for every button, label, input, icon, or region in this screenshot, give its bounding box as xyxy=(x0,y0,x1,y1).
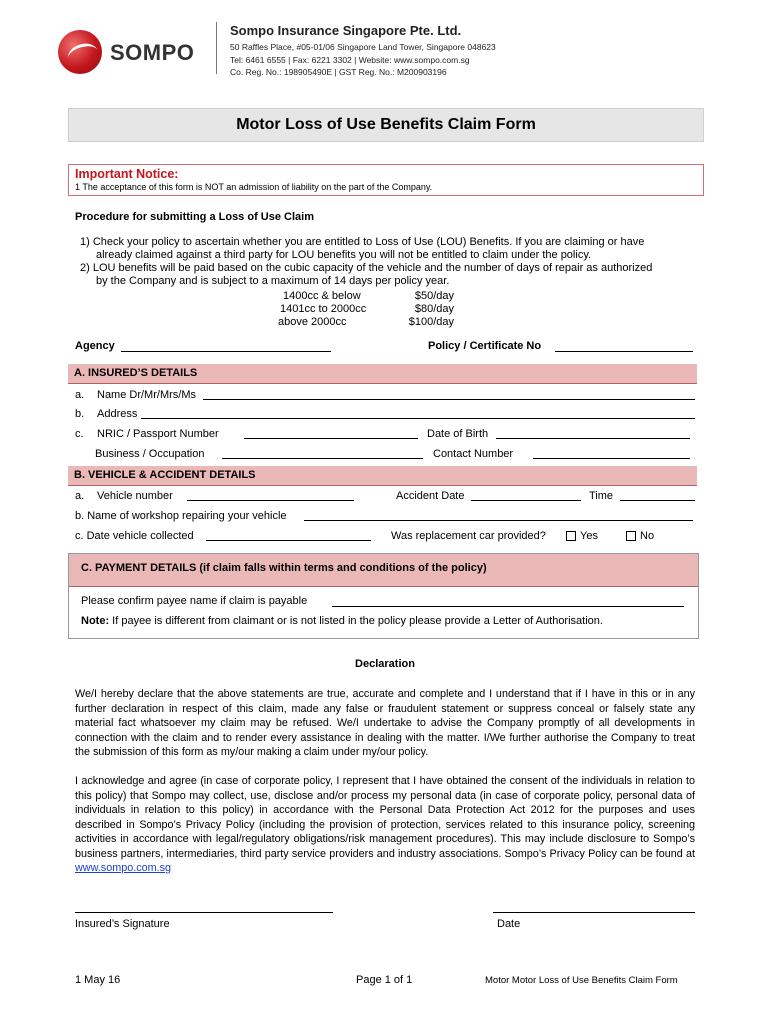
vehicle-number-field[interactable] xyxy=(187,500,354,501)
signature-date-label: Date xyxy=(497,918,521,930)
policy-certificate-field[interactable] xyxy=(555,351,693,352)
declaration-heading: Declaration xyxy=(355,658,415,670)
nric-label: NRIC / Passport Number xyxy=(97,428,219,440)
footer-date: 1 May 16 xyxy=(75,974,121,986)
form-title: Motor Loss of Use Benefits Claim Form xyxy=(236,116,536,133)
logo-emblem-icon xyxy=(58,30,102,74)
nric-field[interactable] xyxy=(244,438,418,439)
accident-date-label: Accident Date xyxy=(396,490,465,502)
insured-signature-label: Insured’s Signature xyxy=(75,918,170,930)
footer-page-number: Page 1 of 1 xyxy=(356,974,413,986)
footer-form-name: Motor Motor Loss of Use Benefits Claim Form xyxy=(485,975,678,986)
workshop-field[interactable] xyxy=(304,520,693,521)
payee-field[interactable] xyxy=(332,606,684,607)
privacy-policy-link[interactable]: www.sompo.com.sg xyxy=(75,862,172,874)
sompo-logo xyxy=(58,28,218,76)
important-notice-box xyxy=(68,164,704,196)
replacement-no-option[interactable] xyxy=(626,530,654,542)
business-occupation-label: Business / Occupation xyxy=(95,448,205,460)
nric-prefix: c. xyxy=(75,428,84,440)
rate-capacity-2: 1401cc to 2000cc xyxy=(280,303,367,315)
dob-label: Date of Birth xyxy=(427,428,489,440)
replacement-yes-option[interactable] xyxy=(566,530,598,542)
accident-date-field[interactable] xyxy=(471,500,581,501)
procedure-item-1-line-2: already claimed against a third party for LOU benefits you will not be entitled to claim under the policy. xyxy=(96,249,592,261)
date-collected-field[interactable] xyxy=(206,540,371,541)
notice-text: 1 The acceptance of this form is NOT an admission of liability on the part of the Company. xyxy=(75,182,433,192)
yes-label: Yes xyxy=(580,530,598,542)
company-address: 50 Raffles Place, #05-01/06 Singapore Land Tower, Singapore 048623 xyxy=(230,42,496,52)
yes-checkbox[interactable] xyxy=(566,531,576,541)
contact-number-field[interactable] xyxy=(533,458,690,459)
notice-title: Important Notice: xyxy=(75,167,179,181)
insured-signature-field[interactable] xyxy=(75,912,333,913)
time-label: Time xyxy=(589,490,614,502)
agency-label: Agency xyxy=(75,340,115,352)
rate-amount-2: $80/day xyxy=(414,303,454,315)
header-divider xyxy=(216,22,217,74)
company-registration: Co. Reg. No.: 198905490E | GST Reg. No.: M200903196 xyxy=(230,67,447,77)
section-b-header xyxy=(68,466,697,486)
payee-label: Please confirm payee name if claim is payable xyxy=(81,595,308,607)
name-label: Name Dr/Mr/Mrs/Ms xyxy=(97,389,196,401)
time-field[interactable] xyxy=(620,500,695,501)
logo-text: SOMPO xyxy=(110,40,195,65)
procedure-item-1-line-1: 1) Check your policy to ascertain whether you are entitled to Loss of Use (LOU) Benefits. If you are claiming or have xyxy=(80,236,645,248)
policy-certificate-label: Policy / Certificate No xyxy=(428,340,542,352)
address-label: Address xyxy=(97,408,138,420)
procedure-item-2-line-2: by the Company and is subject to a maximum of 14 days per policy year. xyxy=(96,275,450,287)
section-c-title: C. PAYMENT DETAILS (if claim falls within terms and conditions of the policy) xyxy=(81,562,487,574)
no-label: No xyxy=(640,530,655,542)
company-name: Sompo Insurance Singapore Pte. Ltd. xyxy=(230,23,462,38)
payment-note xyxy=(81,615,603,627)
rate-capacity-3: above 2000cc xyxy=(278,316,347,328)
section-c-header xyxy=(69,554,698,587)
section-a-title: A. INSURED’S DETAILS xyxy=(74,367,198,379)
declaration-paragraph-2 xyxy=(75,774,695,876)
note-label: Note: xyxy=(81,615,110,627)
rate-amount-1: $50/day xyxy=(414,290,454,302)
declaration-paragraph-1: We/I hereby declare that the above statements are true, accurate and complete and I understand that if I have in this or in any further declaration in respect of this claim, made any false or fraudulent statement or suppress conceal or falsely state any material fact whatsoever my claim may be refused. We/I undertake to advise the Company promptly of all developments in connection with the claim and to render every assistance in dealing with the matter. I/We further authorise the Company to treat the submission of this form as my/our making a claim under my/our policy. xyxy=(75,688,695,758)
replacement-car-label: Was replacement car provided? xyxy=(391,530,546,542)
rate-amount-3: $100/day xyxy=(408,316,454,328)
workshop-label: b. Name of workshop repairing your vehicle xyxy=(75,510,287,522)
payment-details-box xyxy=(68,553,699,639)
business-occupation-field[interactable] xyxy=(222,458,423,459)
name-field[interactable] xyxy=(203,399,695,400)
vehicle-number-label: Vehicle number xyxy=(97,490,173,502)
dob-field[interactable] xyxy=(496,438,690,439)
name-prefix: a. xyxy=(75,389,85,401)
rate-capacity-1: 1400cc & below xyxy=(283,290,361,302)
agency-field[interactable] xyxy=(121,351,331,352)
company-contact: Tel: 6461 6555 | Fax: 6221 3302 | Website: www.sompo.com.sg xyxy=(230,55,470,65)
section-b-title: B. VEHICLE & ACCIDENT DETAILS xyxy=(74,469,256,481)
address-field[interactable] xyxy=(141,418,695,419)
address-prefix: b. xyxy=(75,408,85,420)
date-collected-label: c. Date vehicle collected xyxy=(75,530,194,542)
vehicle-prefix: a. xyxy=(75,490,85,502)
no-checkbox[interactable] xyxy=(626,531,636,541)
procedure-item-2-line-1: 2) LOU benefits will be paid based on the cubic capacity of the vehicle and the number of days of repair as authorized xyxy=(80,262,653,274)
title-bar xyxy=(68,108,704,142)
note-text: If payee is different from claimant or is not listed in the policy please provide a Letter of Authorisation. xyxy=(109,615,603,627)
section-a-header xyxy=(68,364,697,384)
contact-number-label: Contact Number xyxy=(433,448,514,460)
signature-date-field[interactable] xyxy=(493,912,695,913)
privacy-text: I acknowledge and agree (in case of corporate policy, I represent that I have obtained the consent of the individuals in relation to this policy) that Sompo may collect, use, disclose and/or process my personal data (in case of corporate policy, personal data of individuals in relation to this policy) in accordance with the Personal Data Protection Act 2012 for the purposes and uses described in Sompo’s Privacy Policy (including the provision of protection, services related to this insurance policy, screening activities in accordance with legal/regulatory obligations/risk management procedures). This may include disclosure to Sompo’s business partners, intermediaries, third party service providers and industry associations. Sompo’s Privacy Policy can be found at xyxy=(75,775,695,860)
procedure-heading: Procedure for submitting a Loss of Use Claim xyxy=(75,211,314,223)
